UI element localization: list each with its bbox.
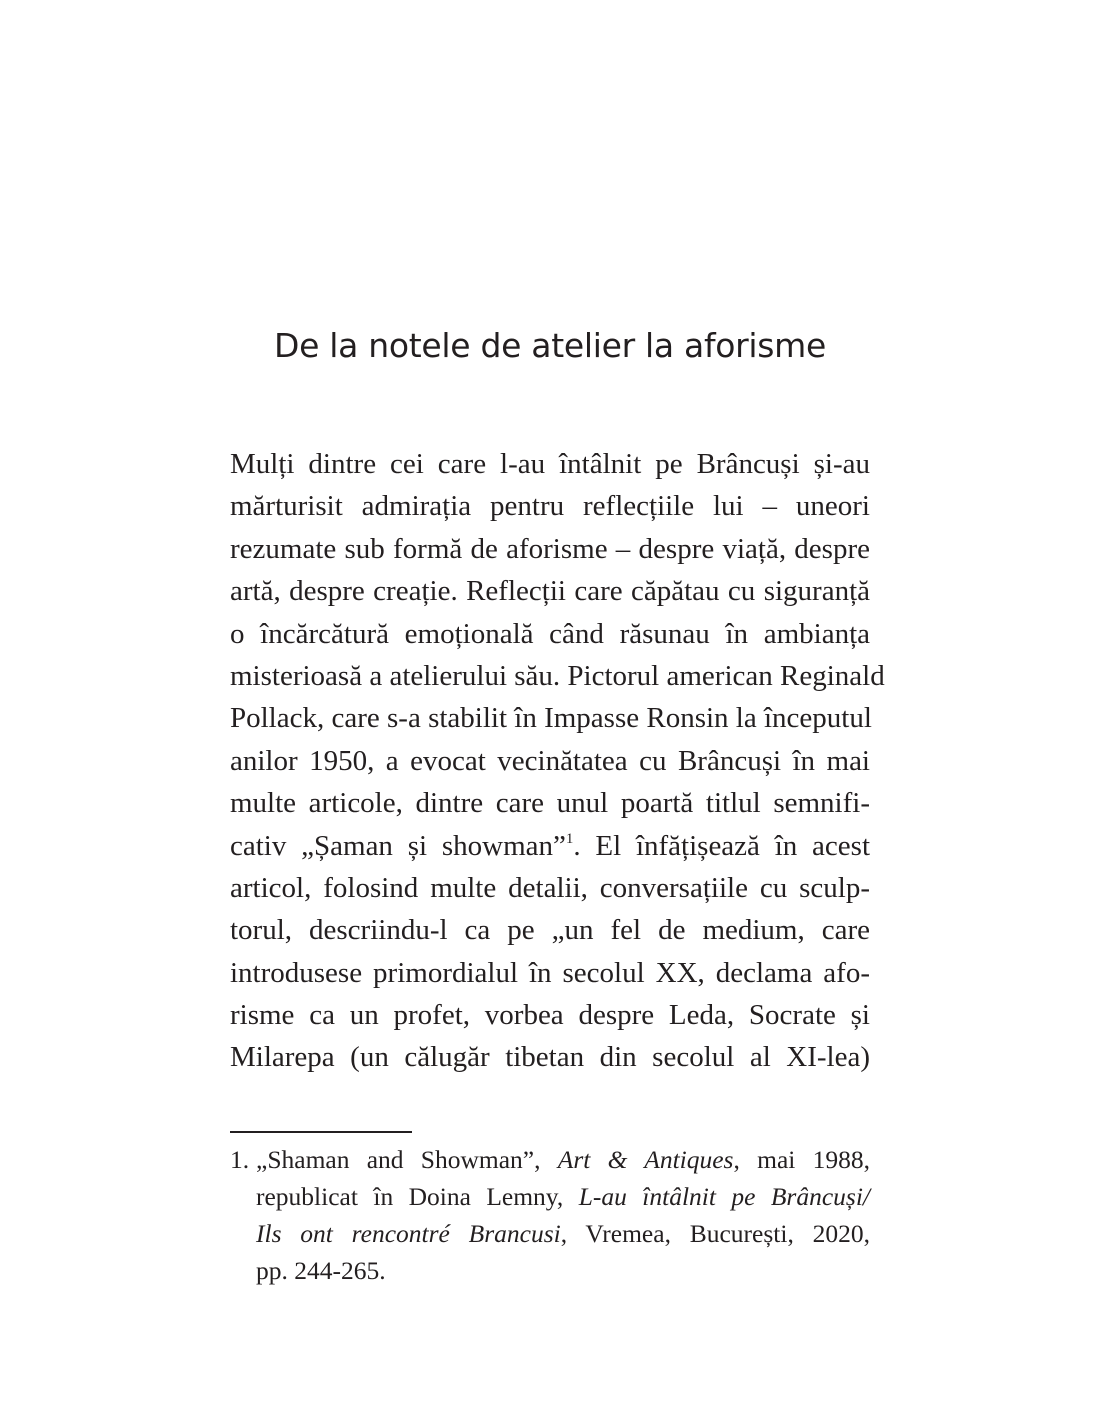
- footnote-number: 1.: [230, 1145, 250, 1174]
- body-line: artă, despre creație. Reflecții care căpătau cu siguranță: [230, 575, 870, 608]
- footnote-line: [230, 1141, 870, 1178]
- body-line: anilor 1950, a evocat vecinătatea cu Brâncuși în mai: [230, 744, 870, 777]
- footnote-line: [230, 1178, 870, 1215]
- footnote-separator: [230, 1131, 412, 1133]
- body-line: Mulți dintre cei care l-au întâlnit pe Brâncuși și-au: [230, 448, 870, 480]
- chapter-title: De la notele de atelier la aforisme: [273, 326, 827, 365]
- body-line: introdusese primordialul în secolul XX, declama afo-: [230, 956, 870, 989]
- footnote-text: , Vremea, București, 2020,: [560, 1219, 870, 1248]
- body-line: misterioasă a atelierului său. Pictorul american Reginald: [230, 659, 885, 692]
- footnote-line: pp. 244-265.: [256, 1256, 386, 1285]
- footnote-reference[interactable]: 1: [565, 830, 574, 847]
- body-line: rezumate sub formă de aforisme – despre viață, despre: [230, 532, 870, 565]
- footnote: [230, 1141, 870, 1289]
- body-line: Pollack, care s-a stabilit în Impasse Ronsin la începutul: [230, 702, 872, 735]
- body-text: cativ „Șaman și showman”: [230, 829, 566, 862]
- body-paragraph: [230, 443, 885, 1079]
- footnote-text: „Shaman and Showman”,: [256, 1145, 558, 1174]
- footnote-line: [230, 1215, 870, 1252]
- body-text: . El înfățișează în acest: [573, 829, 870, 862]
- body-line: torul, descriindu-l ca pe „un fel de medium, care: [230, 914, 870, 947]
- body-line: risme ca un profet, vorbea despre Leda, Socrate și: [230, 999, 870, 1032]
- body-line: Milarepa (un călugăr tibetan din secolul al XI-lea): [230, 1041, 870, 1074]
- body-line: multe articole, dintre care unul poartă titlul semnifi-: [230, 787, 870, 820]
- footnote-italic-title: L-au întâlnit pe Brâncuși/: [578, 1182, 870, 1211]
- footnote-text: republicat în Doina Lemny,: [256, 1182, 579, 1211]
- body-line: articol, folosind multe detalii, conversațiile cu sculp-: [230, 871, 870, 904]
- body-line: o încărcătură emoțională când răsunau în ambianța: [230, 617, 870, 650]
- body-line-with-footnote-ref: [230, 825, 870, 867]
- body-line: mărturisit admirația pentru reflecțiile lui – uneori: [230, 490, 870, 523]
- footnote-italic-title: Ils ont rencontré Brancusi: [256, 1219, 561, 1248]
- footnote-italic-title: Art & Antiques: [557, 1145, 734, 1174]
- footnote-text: , mai 1988,: [733, 1145, 870, 1174]
